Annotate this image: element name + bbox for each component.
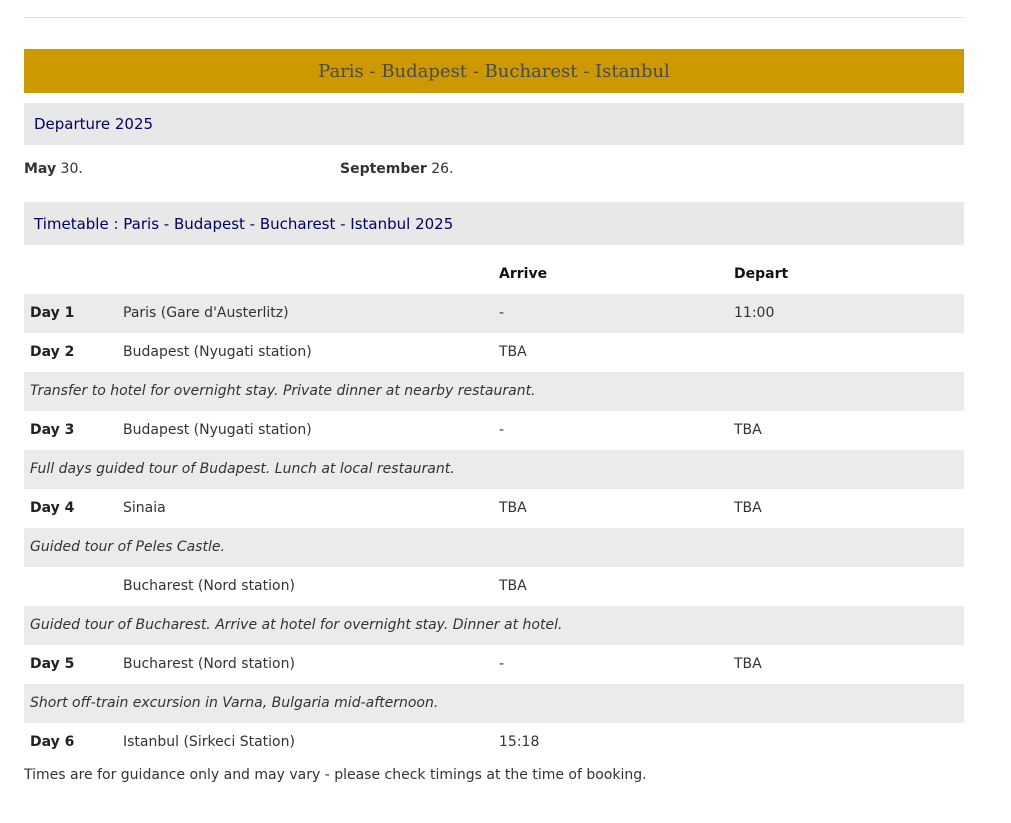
timetable-row xyxy=(24,723,964,761)
arrive-time: - xyxy=(499,305,505,321)
timetable-note-row xyxy=(24,528,964,567)
itinerary-note: Guided tour of Bucharest. Arrive at hotel for overnight stay. Dinner at hotel. xyxy=(30,617,563,633)
day-label: Day 6 xyxy=(30,734,75,750)
arrive-time: 15:18 xyxy=(499,734,540,750)
timetable-row xyxy=(24,645,964,684)
timetable-heading xyxy=(24,202,964,245)
route-title: Paris - Budapest - Bucharest - Istanbul xyxy=(318,60,670,82)
timetable-note-row xyxy=(24,372,964,411)
station-name: Bucharest (Nord station) xyxy=(123,578,295,594)
timetable-row xyxy=(24,333,964,372)
station-name: Sinaia xyxy=(123,500,166,516)
timetable-row xyxy=(24,489,964,528)
route-banner xyxy=(24,49,964,93)
departure-day: 30. xyxy=(60,161,83,177)
departure-date xyxy=(24,159,83,179)
timetable-note-row xyxy=(24,684,964,723)
itinerary-note: Full days guided tour of Budapest. Lunch at local restaurant. xyxy=(30,461,455,477)
departure-heading xyxy=(24,103,964,145)
timetable-row xyxy=(24,294,964,333)
depart-time: TBA xyxy=(734,656,762,672)
itinerary-note: Guided tour of Peles Castle. xyxy=(30,539,225,555)
itinerary-note: Transfer to hotel for overnight stay. Private dinner at nearby restaurant. xyxy=(30,383,536,399)
arrive-time: - xyxy=(499,656,505,672)
station-name: Budapest (Nyugati station) xyxy=(123,422,312,438)
day-label: Day 3 xyxy=(30,422,75,438)
arrive-time: TBA xyxy=(499,500,527,516)
itinerary-note: Short off-train excursion in Varna, Bulgaria mid-afternoon. xyxy=(30,695,439,711)
day-label: Day 1 xyxy=(30,305,75,321)
timetable-row xyxy=(24,567,964,606)
departure-date xyxy=(340,159,454,179)
day-label: Day 4 xyxy=(30,500,75,516)
station-name: Bucharest (Nord station) xyxy=(123,656,295,672)
day-label: Day 5 xyxy=(30,656,75,672)
arrive-time: - xyxy=(499,422,505,438)
departure-month: September xyxy=(340,161,427,177)
timing-disclaimer: Times are for guidance only and may vary - please check timings at the time of booking. xyxy=(24,767,647,783)
depart-column-header: Depart xyxy=(734,266,789,282)
timetable-note-row xyxy=(24,450,964,489)
arrive-column-header: Arrive xyxy=(499,266,548,282)
timetable xyxy=(24,294,964,761)
depart-time: TBA xyxy=(734,422,762,438)
timetable-row xyxy=(24,411,964,450)
day-label: Day 2 xyxy=(30,344,75,360)
arrive-time: TBA xyxy=(499,344,527,360)
departure-day: 26. xyxy=(431,161,454,177)
arrive-time: TBA xyxy=(499,578,527,594)
departure-month: May xyxy=(24,161,57,177)
depart-time: TBA xyxy=(734,500,762,516)
depart-time: 11:00 xyxy=(734,305,775,321)
timetable-heading-text: Timetable : Paris - Budapest - Bucharest - Istanbul 2025 xyxy=(34,214,454,233)
timetable-note-row xyxy=(24,606,964,645)
station-name: Istanbul (Sirkeci Station) xyxy=(123,734,295,750)
departure-dates xyxy=(24,159,964,179)
top-divider xyxy=(24,17,964,18)
departure-heading-text: Departure 2025 xyxy=(34,115,154,133)
station-name: Paris (Gare d'Austerlitz) xyxy=(123,305,289,321)
station-name: Budapest (Nyugati station) xyxy=(123,344,312,360)
